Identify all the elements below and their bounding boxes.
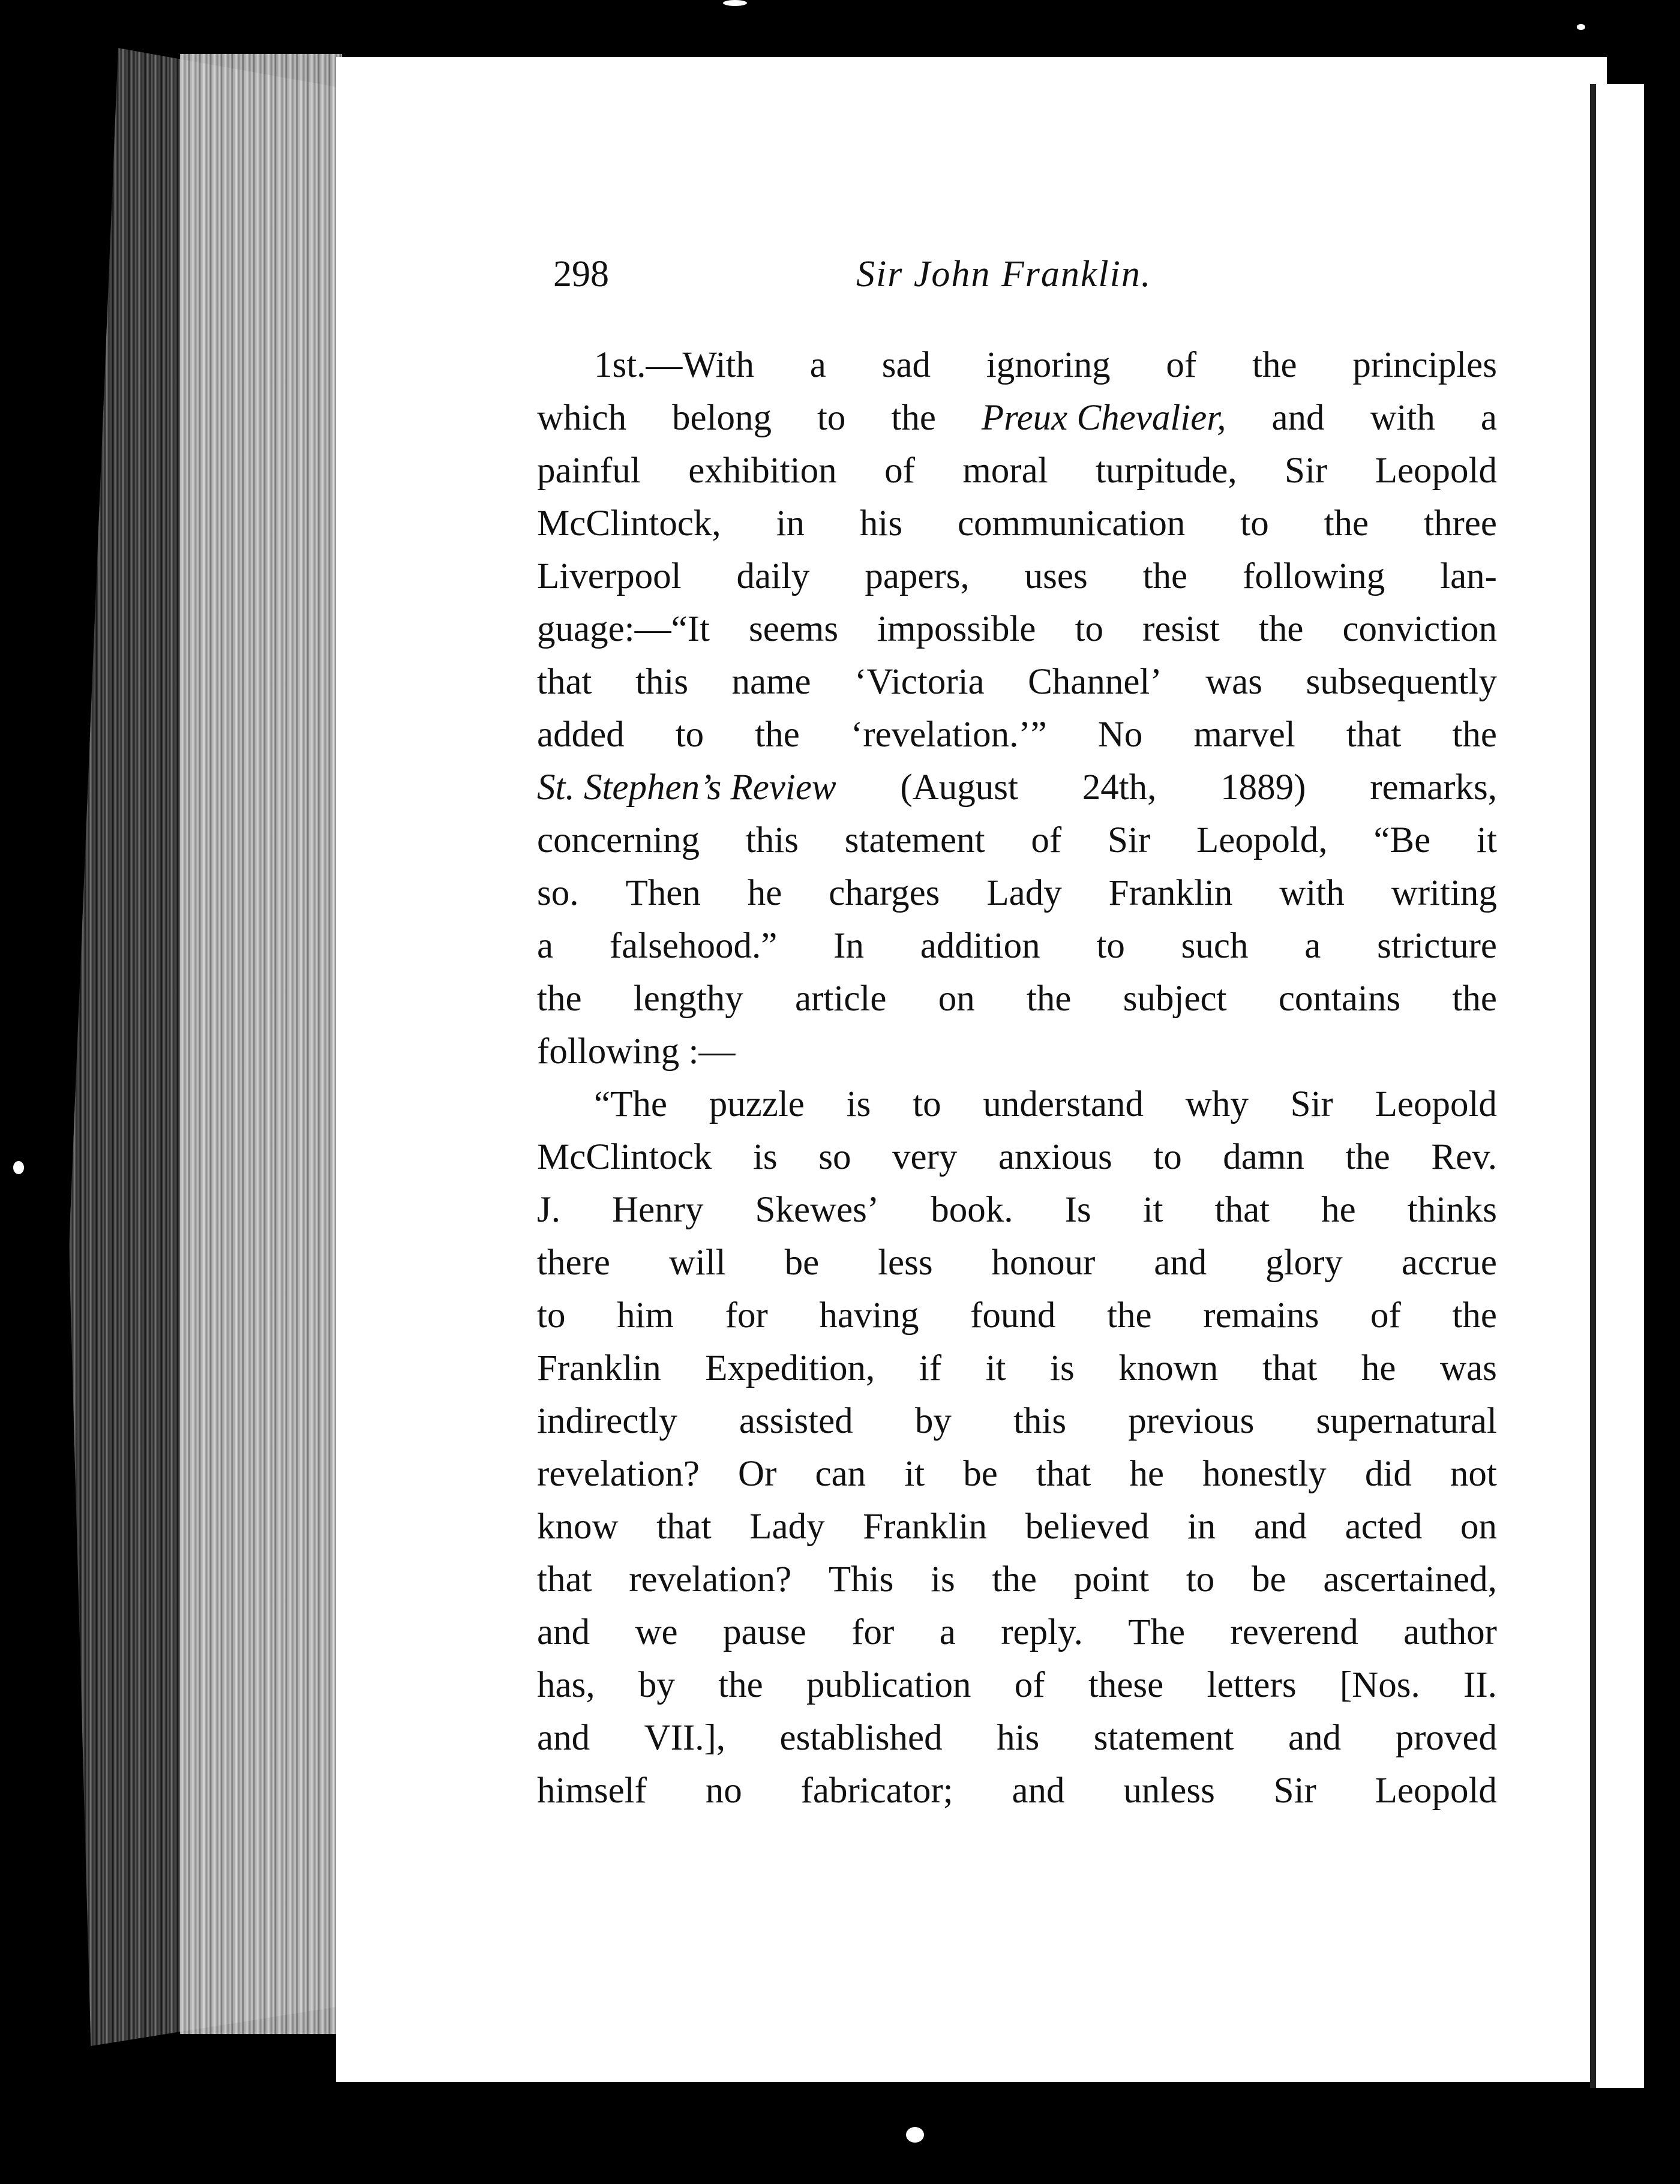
word: of [1166,345,1197,385]
word: book. [931,1190,1013,1230]
word: the [1452,1295,1497,1336]
word: Liverpool [537,556,682,596]
word: known [1118,1348,1219,1388]
word: ignoring [986,345,1111,385]
word: Sir [1285,451,1328,491]
word: Henry [612,1190,704,1230]
word: a [1480,398,1497,438]
word: Leopold, [1196,820,1328,860]
word: of [1370,1295,1401,1336]
word: having [819,1295,919,1336]
word: that [1262,1348,1318,1388]
word: VII.], [644,1718,726,1758]
word: the [891,398,936,438]
word: pause [722,1612,806,1652]
text-line [537,1501,1497,1553]
word: and [1271,398,1325,438]
word: principles [1352,345,1497,385]
body-text [537,339,1497,1817]
word: moral [962,451,1048,491]
text-line [537,1606,1497,1659]
word: of [1031,820,1062,860]
word: on [938,979,975,1019]
word: understand [983,1084,1144,1124]
word: to [1240,503,1269,544]
text-line [537,497,1497,550]
scan-speck [906,2127,924,2143]
word: to [675,715,704,755]
word: Leopold [1375,1084,1497,1124]
word: the [537,979,582,1019]
word: Is [1064,1190,1091,1230]
word: [Nos. [1339,1665,1420,1705]
word: this [1013,1401,1067,1441]
word: in [776,503,805,544]
word: “Be [1373,820,1431,860]
word: and [1012,1771,1065,1811]
italic-term: Preux Chevalier, [981,398,1226,438]
word: was [1205,662,1262,702]
word: Skewes’ [755,1190,880,1230]
word: unless [1123,1771,1215,1811]
word: seems [749,609,839,649]
word: is [752,1137,778,1177]
scan-speck [723,0,747,6]
text-line [537,709,1497,761]
word: be [1252,1559,1286,1600]
word: less [878,1243,933,1283]
word: know [537,1507,619,1547]
word: uses [1024,556,1088,596]
word: that [1346,715,1402,755]
word: charges [829,873,940,913]
word: to [1075,609,1103,649]
text-line [537,1342,1497,1395]
word: Lady [749,1507,825,1547]
italic-term: St. Stephen’s Review [537,767,836,808]
text-line [537,1184,1497,1237]
word: The [1128,1612,1186,1652]
word: Or [738,1454,777,1494]
word: has, [537,1665,595,1705]
next-page-edge [1596,84,1644,2088]
word: the [1452,979,1497,1019]
word: we [635,1612,678,1652]
word: No [1097,715,1143,755]
word: it [1477,820,1497,860]
word: to [1186,1559,1215,1600]
word: In [833,926,864,966]
word: to [913,1084,941,1124]
word: glory [1265,1243,1343,1283]
word: no [705,1771,742,1811]
word: letters [1207,1665,1297,1705]
word: these [1088,1665,1164,1705]
word: the [718,1665,763,1705]
word: and [1288,1718,1342,1758]
word: subsequently [1306,662,1497,702]
word: his [859,503,903,544]
word: the [1107,1295,1152,1336]
word: will [668,1243,726,1283]
word: honour [991,1243,1096,1283]
word: 1st.—With [594,345,754,385]
word: such [1181,926,1249,966]
word: that [1036,1454,1091,1494]
word: to [1153,1137,1182,1177]
word: II. [1463,1665,1497,1705]
word: which [537,398,627,438]
word: he [747,873,782,913]
word: Leopold [1375,1771,1497,1811]
word: the [992,1559,1037,1600]
text-line [537,1025,1497,1078]
word: point [1073,1559,1150,1600]
word: Leopold [1375,451,1497,491]
text-line [537,1553,1497,1606]
word: previous [1128,1401,1255,1441]
word: following :— [537,1031,736,1072]
word: the [1452,715,1497,755]
word: subject [1123,979,1227,1019]
word: daily [736,556,810,596]
word: reply. [1001,1612,1083,1652]
text-line [537,392,1497,445]
word: McClintock, [537,503,721,544]
text-line [537,1712,1497,1765]
word: Channel’ [1028,662,1162,702]
word: statement [844,820,985,860]
word: added [537,715,625,755]
word: thinks [1407,1190,1497,1230]
word: of [884,451,915,491]
word: Rev. [1431,1137,1497,1177]
word: 24th, [1082,767,1157,808]
word: be [963,1454,998,1494]
word: for [725,1295,768,1336]
text-line [537,761,1497,814]
running-head [553,253,1213,307]
word: found [970,1295,1056,1336]
word: acted [1345,1507,1423,1547]
word: belong [672,398,772,438]
word: this [635,662,689,702]
word: with [1370,398,1435,438]
word: the [1345,1137,1390,1177]
text-line [537,1765,1497,1817]
word: he [1321,1190,1356,1230]
word: be [784,1243,820,1283]
word: honestly [1202,1454,1327,1494]
word: concerning [537,820,700,860]
text-line [537,1078,1497,1131]
word: fabricator; [800,1771,953,1811]
word: impossible [877,609,1036,649]
word: a [537,926,554,966]
word: communication [957,503,1186,544]
word: “The [594,1084,667,1124]
word: accrue [1401,1243,1497,1283]
word: and [1154,1243,1207,1283]
word: is [931,1559,955,1600]
word: remarks, [1370,767,1497,808]
text-line [537,603,1497,656]
text-line [537,1659,1497,1712]
word: statement [1093,1718,1234,1758]
word: him [617,1295,674,1336]
word: ‘revelation.’” [850,715,1047,755]
word: a [809,345,826,385]
text-line [537,867,1497,920]
word: Then [625,873,701,913]
word: McClintock [537,1137,712,1177]
word: papers, [865,556,970,596]
word: (August [900,767,1018,808]
word: lengthy [633,979,743,1019]
word: name [731,662,811,702]
word: did [1364,1454,1412,1494]
word: established [779,1718,943,1758]
word: that [537,1559,592,1600]
word: resist [1142,609,1220,649]
word: not [1450,1454,1497,1494]
word: by [914,1401,952,1441]
word: ‘Victoria [854,662,985,702]
word: author [1403,1612,1497,1652]
word: believed [1025,1507,1150,1547]
word: for [851,1612,895,1652]
word: falsehood.” [609,926,778,966]
word: revelation? [629,1559,792,1600]
word: the [1258,609,1304,649]
word: he [1361,1348,1396,1388]
word: of [1014,1665,1045,1705]
word: following [1243,556,1385,596]
page-number: 298 [553,254,609,295]
word: his [997,1718,1040,1758]
text-line [537,920,1497,973]
text-line [537,656,1497,709]
word: the [755,715,800,755]
word: addition [920,926,1040,966]
word: assisted [739,1401,853,1441]
word: a [1304,926,1321,966]
word: it [904,1454,925,1494]
word: a [939,1612,956,1652]
word: conviction [1342,609,1497,649]
word: damn [1223,1137,1304,1177]
word: remains [1203,1295,1319,1336]
word: there [537,1243,610,1283]
text-line [537,1237,1497,1289]
word: and [537,1612,590,1652]
word: why [1185,1084,1249,1124]
word: is [1050,1348,1075,1388]
word: very [892,1137,958,1177]
word: sad [881,345,931,385]
word: that [537,662,592,702]
word: himself [537,1771,647,1811]
word: puzzle [709,1084,805,1124]
word: anxious [998,1137,1112,1177]
word: this [745,820,799,860]
word: 1889) [1220,767,1306,808]
book-page-edges-light [180,54,342,2034]
word: painful [537,451,641,491]
word: the [1252,345,1297,385]
text-line [537,1289,1497,1342]
scan-speck [1577,24,1585,30]
word: marvel [1193,715,1295,755]
word: three [1424,503,1497,544]
word: Franklin [863,1507,987,1547]
text-line [537,1131,1497,1184]
word: indirectly [537,1401,677,1441]
word: J. [537,1190,560,1230]
word: if [919,1348,942,1388]
word: with [1279,873,1345,913]
word: contains [1278,979,1401,1019]
word: lan- [1440,556,1497,596]
word: writing [1391,873,1497,913]
text-line [537,550,1497,603]
word: so [818,1137,851,1177]
word: revelation? [537,1454,700,1494]
word: Sir [1107,820,1151,860]
text-line [537,973,1497,1025]
word: the [1324,503,1369,544]
text-line [537,339,1497,392]
word: and [1253,1507,1307,1547]
word: supernatural [1316,1401,1497,1441]
word: on [1460,1507,1497,1547]
word: Franklin [1108,873,1233,913]
word: it [985,1348,1006,1388]
word: can [815,1454,866,1494]
word: Expedition, [705,1348,875,1388]
word: the [1026,979,1072,1019]
word: publication [806,1665,971,1705]
word: Franklin [537,1348,661,1388]
word: Lady [986,873,1062,913]
running-title: Sir John Franklin. [856,254,1152,295]
word: is [846,1084,871,1124]
word: in [1187,1507,1216,1547]
word: so. [537,873,579,913]
word: ascertained, [1323,1559,1497,1600]
scan-speck [13,1161,24,1174]
word: the [1142,556,1188,596]
text-line [537,1395,1497,1448]
word: guage:—“It [537,609,710,649]
word: stricture [1377,926,1497,966]
word: to [1096,926,1125,966]
word: article [795,979,887,1019]
text-line [537,445,1497,497]
word: This [828,1559,894,1600]
word: to [537,1295,566,1336]
text-line [537,1448,1497,1501]
word: proved [1395,1718,1497,1758]
word: reverend [1230,1612,1358,1652]
word: that [1214,1190,1270,1230]
word: that [656,1507,712,1547]
word: and [537,1718,590,1758]
word: was [1440,1348,1497,1388]
word: it [1142,1190,1163,1230]
text-line [537,814,1497,867]
word: turpitude, [1096,451,1237,491]
word: he [1129,1454,1165,1494]
word: Sir [1273,1771,1316,1811]
word: by [638,1665,675,1705]
word: exhibition [688,451,837,491]
word: Sir [1290,1084,1333,1124]
word: to [817,398,846,438]
